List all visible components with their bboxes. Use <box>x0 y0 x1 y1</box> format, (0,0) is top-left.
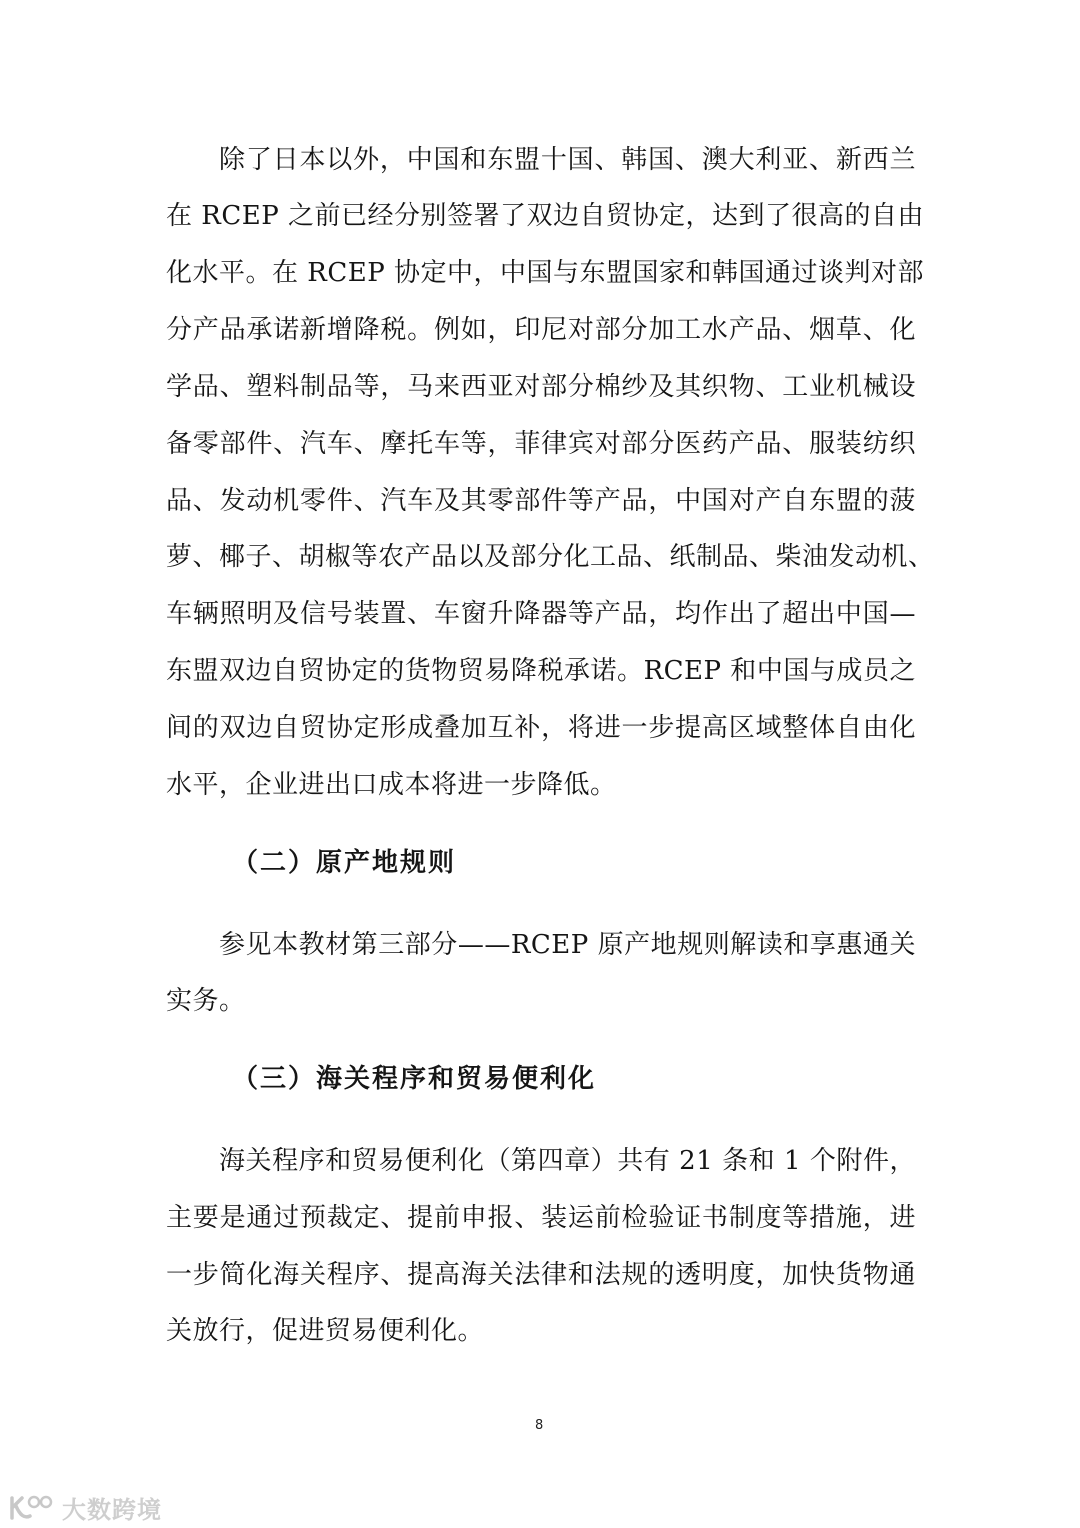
section-3-line-1: 海关程序和贸易便利化（第四章）共有 21 条和 1 个附件， <box>219 1146 916 1176</box>
paragraph-1-line-11: 间的双边自贸协定形成叠加互补，将进一步提高区域整体自由化 <box>166 713 916 743</box>
paragraph-1-line-9: 车辆照明及信号装置、车窗升降器等产品，均作出了超出中国— <box>166 599 916 629</box>
paragraph-1-line-1: 除了日本以外，中国和东盟十国、韩国、澳大利亚、新西兰 <box>219 145 916 175</box>
section-3-line-2: 主要是通过预裁定、提前申报、装运前检验证书制度等措施，进 <box>166 1203 916 1233</box>
section-2-heading: （二）原产地规则 <box>232 848 457 878</box>
paragraph-1-line-10: 东盟双边自贸协定的货物贸易降税承诺。RCEP 和中国与成员之 <box>166 656 916 686</box>
paragraph-1-line-3: 化水平。在 RCEP 协定中，中国与东盟国家和韩国通过谈判对部 <box>166 258 924 288</box>
paragraph-1-line-5: 学品、塑料制品等，马来西亚对部分棉纱及其织物、工业机械设 <box>166 372 916 402</box>
paragraph-1-line-7: 品、发动机零件、汽车及其零部件等产品，中国对产自东盟的菠 <box>166 486 916 516</box>
paragraph-1-line-12: 水平，企业进出口成本将进一步降低。 <box>166 770 617 800</box>
section-3-line-3: 一步简化海关程序、提高海关法律和法规的透明度，加快货物通 <box>166 1260 916 1290</box>
section-2-line-2: 实务。 <box>166 986 246 1016</box>
paragraph-1-line-6: 备零部件、汽车、摩托车等，菲律宾对部分医药产品、服装纺织 <box>166 429 916 459</box>
paragraph-1-line-2: 在 RCEP 之前已经分别签署了双边自贸协定，达到了很高的自由 <box>166 201 924 231</box>
section-3-line-4: 关放行，促进贸易便利化。 <box>166 1316 485 1346</box>
page-number: 8 <box>535 1418 544 1433</box>
watermark <box>8 1490 162 1525</box>
section-3-heading: （三）海关程序和贸易便利化 <box>232 1064 597 1094</box>
k100-logo-icon <box>8 1494 56 1522</box>
watermark-text: 大数跨境 <box>62 1496 162 1524</box>
section-2-line-1: 参见本教材第三部分——RCEP 原产地规则解读和享惠通关 <box>219 930 916 960</box>
paragraph-1-line-8: 萝、椰子、胡椒等农产品以及部分化工品、纸制品、柴油发动机、 <box>166 542 935 572</box>
paragraph-1-line-4: 分产品承诺新增降税。例如，印尼对部分加工水产品、烟草、化 <box>166 315 916 345</box>
